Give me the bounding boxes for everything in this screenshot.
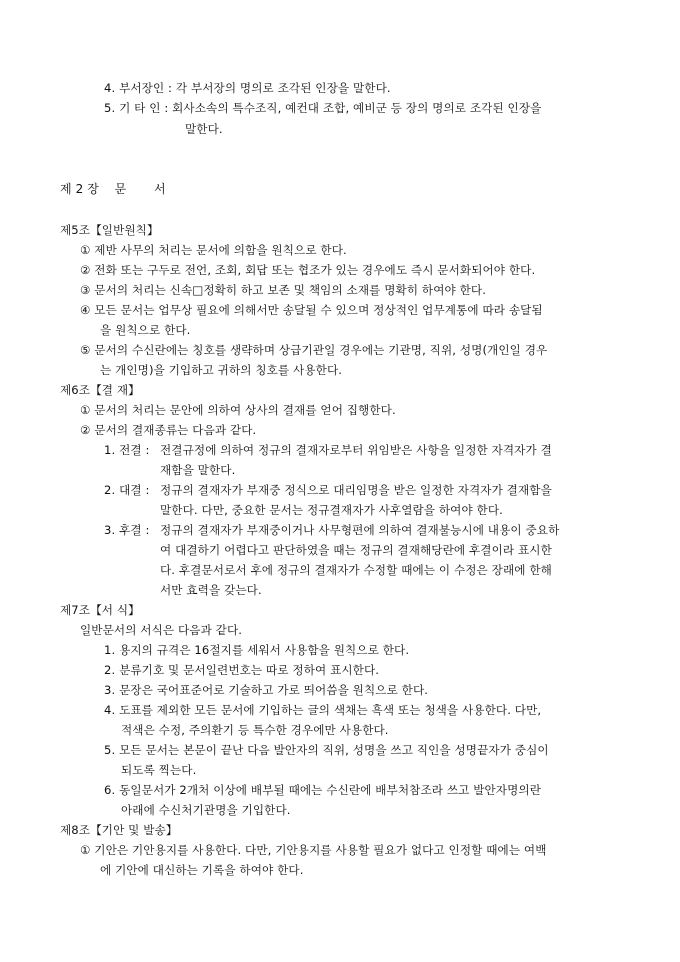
list-item [104,782,541,798]
item-continuation: 적색은 수정, 주의환기 등 특수한 경우에만 사용한다. [121,723,389,737]
item-mark: ④ [80,303,91,317]
list-item [80,402,396,418]
item-term: 부서장인 : [119,81,173,95]
item-number: 1. [104,643,116,657]
list-item [80,422,256,438]
item-text: 정규의 결재자가 부재중이거나 사무형편에 의하여 결재불능시에 내용이 중요하 [160,523,560,537]
item-text: 동일문서가 2개처 이상에 배부될 때에는 수신란에 배부처참조라 쓰고 발안자명의란 [119,783,542,797]
item-number: 5. [104,743,116,757]
item-mark: ① [80,243,91,257]
article-heading: 제7조【서 식】 [60,603,140,617]
chapter-label: 제 2 장 [60,182,99,196]
item-continuation: 말한다. [185,122,223,136]
item-number: 1. [104,443,116,457]
item-mark: ① [80,843,91,857]
article-heading: 제8조【기안 및 발송】 [60,823,178,837]
item-text: 용지의 규격은 16절지를 세워서 사용함을 원칙으로 한다. [119,643,410,657]
list-item [80,282,486,298]
item-text: 회사소속의 특수조직, 예컨대 조합, 예비군 등 장의 명의로 조각된 인장을 [172,101,542,115]
item-number: 2. [104,483,116,497]
item-continuation: 에 기안에 대신하는 기록을 하여야 한다. [100,863,304,877]
list-item [80,342,547,358]
item-number: 5. [104,101,116,115]
item-continuation: 는 개인명)을 기입하고 귀하의 칭호를 사용한다. [100,363,343,377]
list-item [104,442,149,458]
item-term: 전결 : [119,443,150,457]
item-continuation: 말한다. 다만, 중요한 문서는 정규결재자가 사후열람을 하여야 한다. [160,503,503,517]
item-continuation: 재함을 말한다. [160,463,236,477]
item-text: 모든 문서는 본문이 끝난 다음 발안자의 직위, 성명을 쓰고 직인을 성명끝자가 중심이 [119,743,549,757]
item-text: 분류기호 및 문서일련번호는 따로 정하여 표시한다. [119,663,380,677]
item-continuation: 되도록 찍는다. [121,763,197,777]
item-number: 6. [104,783,116,797]
item-continuation: 서만 효력을 갖는다. [160,583,262,597]
item-term: 기 타 인 : [119,101,169,115]
chapter-title: 문 서 [114,182,178,196]
list-item [104,482,149,498]
list-item [80,242,347,258]
item-continuation: 다. 후결문서로서 후에 정규의 결재자가 수정할 때에는 이 수정은 장래에 한해 [160,563,552,577]
item-term: 대결 : [119,483,150,497]
list-item [80,262,535,278]
item-continuation: 아래에 수신처기관명을 기입한다. [121,803,291,817]
item-mark: ② [80,423,91,437]
item-text: 모든 문서는 업무상 필요에 의해서만 송달될 수 있으며 정상적인 업무계통에 따라 송달됨 [94,303,543,317]
item-text: 제반 사무의 처리는 문서에 의함을 원칙으로 한다. [94,243,347,257]
article-heading: 제6조【결 재】 [60,383,140,397]
list-item [104,682,428,698]
item-number: 4. [104,703,116,717]
article-intro: 일반문서의 서식은 다음과 같다. [80,623,243,637]
item-mark: ② [80,263,91,277]
item-text: 문서의 처리는 신속□정확히 하고 보존 및 책임의 소재를 명확히 하여야 한다. [94,283,486,297]
item-text: 전결규정에 의하여 정규의 결재자로부터 위임받은 사항을 일정한 자격자가 결 [160,443,552,457]
item-text: 문서의 처리는 문안에 의하여 상사의 결재를 얻어 집행한다. [94,403,396,417]
list-item [104,100,541,116]
list-item [80,302,543,318]
chapter-heading [60,181,178,197]
item-number: 4. [104,81,116,95]
list-item [104,742,549,758]
item-text: 문서의 결재종류는 다음과 같다. [94,423,257,437]
item-number: 2. [104,663,116,677]
item-number: 3. [104,523,116,537]
item-term: 후결 : [119,523,150,537]
item-mark: ① [80,403,91,417]
item-text: 도표를 제외한 모든 문서에 기입하는 글의 색채는 흑색 또는 청색을 사용한다. 다만, [119,703,542,717]
list-item [104,702,541,718]
list-item [104,642,409,658]
article-heading: 제5조【일반원칙】 [60,223,159,237]
item-mark: ③ [80,283,91,297]
item-text: 전화 또는 구두로 전언, 조회, 회답 또는 협조가 있는 경우에도 즉시 문서화되어야 한다. [94,263,536,277]
list-item [80,842,547,858]
item-text: 문장은 국어표준어로 기술하고 가로 띄어씀을 원칙으로 한다. [119,683,429,697]
list-item [104,662,379,678]
item-text: 정규의 결재자가 부재중 정식으로 대리임명을 받은 일정한 자격자가 결재함을 [160,483,552,497]
list-item [104,80,391,96]
list-item [104,522,149,538]
item-number: 3. [104,683,116,697]
item-continuation: 여 대결하기 어렵다고 판단하였을 때는 정규의 결재해당란에 후결이라 표시한 [160,543,552,557]
item-text: 각 부서장의 명의로 조각된 인장을 말한다. [175,81,391,95]
item-mark: ⑤ [80,343,91,357]
item-continuation: 을 원칙으로 한다. [100,323,191,337]
item-text: 문서의 수신란에는 칭호를 생략하며 상급기관일 경우에는 기관명, 직위, 성명(개인일 경우 [94,343,548,357]
item-text: 기안은 기안용지를 사용한다. 다만, 기안용지를 사용할 필요가 없다고 인정할 때에는 여백 [94,843,547,857]
